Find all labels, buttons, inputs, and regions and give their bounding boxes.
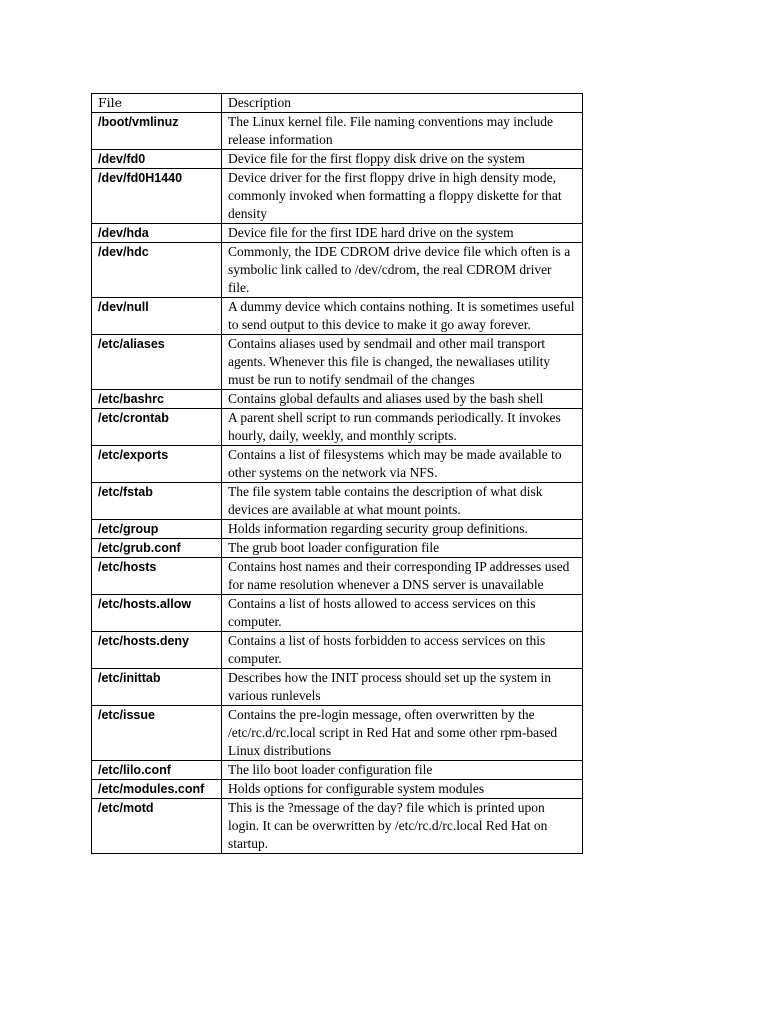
file-path-cell: /etc/issue [92,706,222,761]
file-path-cell: /dev/hdc [92,243,222,298]
file-path-cell: /etc/grub.conf [92,539,222,558]
table-row [92,595,583,632]
table-row [92,669,583,706]
file-path-cell: /dev/null [92,298,222,335]
file-path-cell: /dev/hda [92,224,222,243]
header-file: File [92,94,222,113]
file-path-cell: /etc/crontab [92,409,222,446]
table-row [92,539,583,558]
file-path-cell: /etc/lilo.conf [92,761,222,780]
file-path-cell: /etc/group [92,520,222,539]
file-description-cell: The Linux kernel file. File naming conventions may include release information [222,113,583,150]
file-path-cell: /etc/bashrc [92,390,222,409]
file-description-cell: Contains a list of hosts forbidden to access services on this computer. [222,632,583,669]
file-description-cell: Contains host names and their corresponding IP addresses used for name resolution whenever a DNS server is unavailable [222,558,583,595]
table-header-row [92,94,583,113]
table-row [92,390,583,409]
table-row [92,169,583,224]
file-path-cell: /dev/fd0H1440 [92,169,222,224]
table-row [92,298,583,335]
table-row [92,446,583,483]
file-description-cell: Device driver for the first floppy drive in high density mode, commonly invoked when formatting a floppy diskette for that density [222,169,583,224]
file-path-cell: /etc/modules.conf [92,780,222,799]
table-row [92,761,583,780]
file-description-cell: Contains a list of filesystems which may be made available to other systems on the network via NFS. [222,446,583,483]
table-row [92,224,583,243]
file-description-cell: Contains global defaults and aliases used by the bash shell [222,390,583,409]
file-description-table [91,93,583,854]
table-row [92,113,583,150]
file-path-cell: /etc/fstab [92,483,222,520]
table-row [92,632,583,669]
file-description-cell: Holds information regarding security group definitions. [222,520,583,539]
table-row [92,780,583,799]
file-description-cell: Contains the pre-login message, often overwritten by the /etc/rc.d/rc.local script in Red Hat and some other rpm-based Linux distributions [222,706,583,761]
file-path-cell: /etc/hosts [92,558,222,595]
file-description-cell: The lilo boot loader configuration file [222,761,583,780]
table-body [92,94,583,854]
file-description-cell: This is the ?message of the day? file which is printed upon login. It can be overwritten by /etc/rc.d/rc.local Red Hat on startup. [222,799,583,854]
file-path-cell: /etc/inittab [92,669,222,706]
file-path-cell: /dev/fd0 [92,150,222,169]
file-description-cell: Describes how the INIT process should set up the system in various runlevels [222,669,583,706]
table-row [92,335,583,390]
header-description: Description [222,94,583,113]
file-description-cell: The file system table contains the description of what disk devices are available at what mount points. [222,483,583,520]
table-row [92,150,583,169]
file-description-cell: A parent shell script to run commands periodically. It invokes hourly, daily, weekly, and monthly scripts. [222,409,583,446]
file-description-cell: Holds options for configurable system modules [222,780,583,799]
file-description-cell: Device file for the first IDE hard drive on the system [222,224,583,243]
file-path-cell: /boot/vmlinuz [92,113,222,150]
file-path-cell: /etc/motd [92,799,222,854]
file-description-cell: Device file for the first floppy disk drive on the system [222,150,583,169]
table-row [92,520,583,539]
table-row [92,243,583,298]
table-row [92,409,583,446]
file-description-cell: Commonly, the IDE CDROM drive device file which often is a symbolic link called to /dev/cdrom, the real CDROM driver file. [222,243,583,298]
file-path-cell: /etc/hosts.allow [92,595,222,632]
file-description-cell: The grub boot loader configuration file [222,539,583,558]
table-row [92,799,583,854]
file-description-cell: Contains aliases used by sendmail and other mail transport agents. Whenever this file is changed, the newaliases utility must be run to notify sendmail of the changes [222,335,583,390]
file-path-cell: /etc/aliases [92,335,222,390]
file-path-cell: /etc/hosts.deny [92,632,222,669]
file-path-cell: /etc/exports [92,446,222,483]
file-description-cell: A dummy device which contains nothing. It is sometimes useful to send output to this device to make it go away forever. [222,298,583,335]
table-row [92,706,583,761]
file-description-cell: Contains a list of hosts allowed to access services on this computer. [222,595,583,632]
table-row [92,558,583,595]
table-row [92,483,583,520]
